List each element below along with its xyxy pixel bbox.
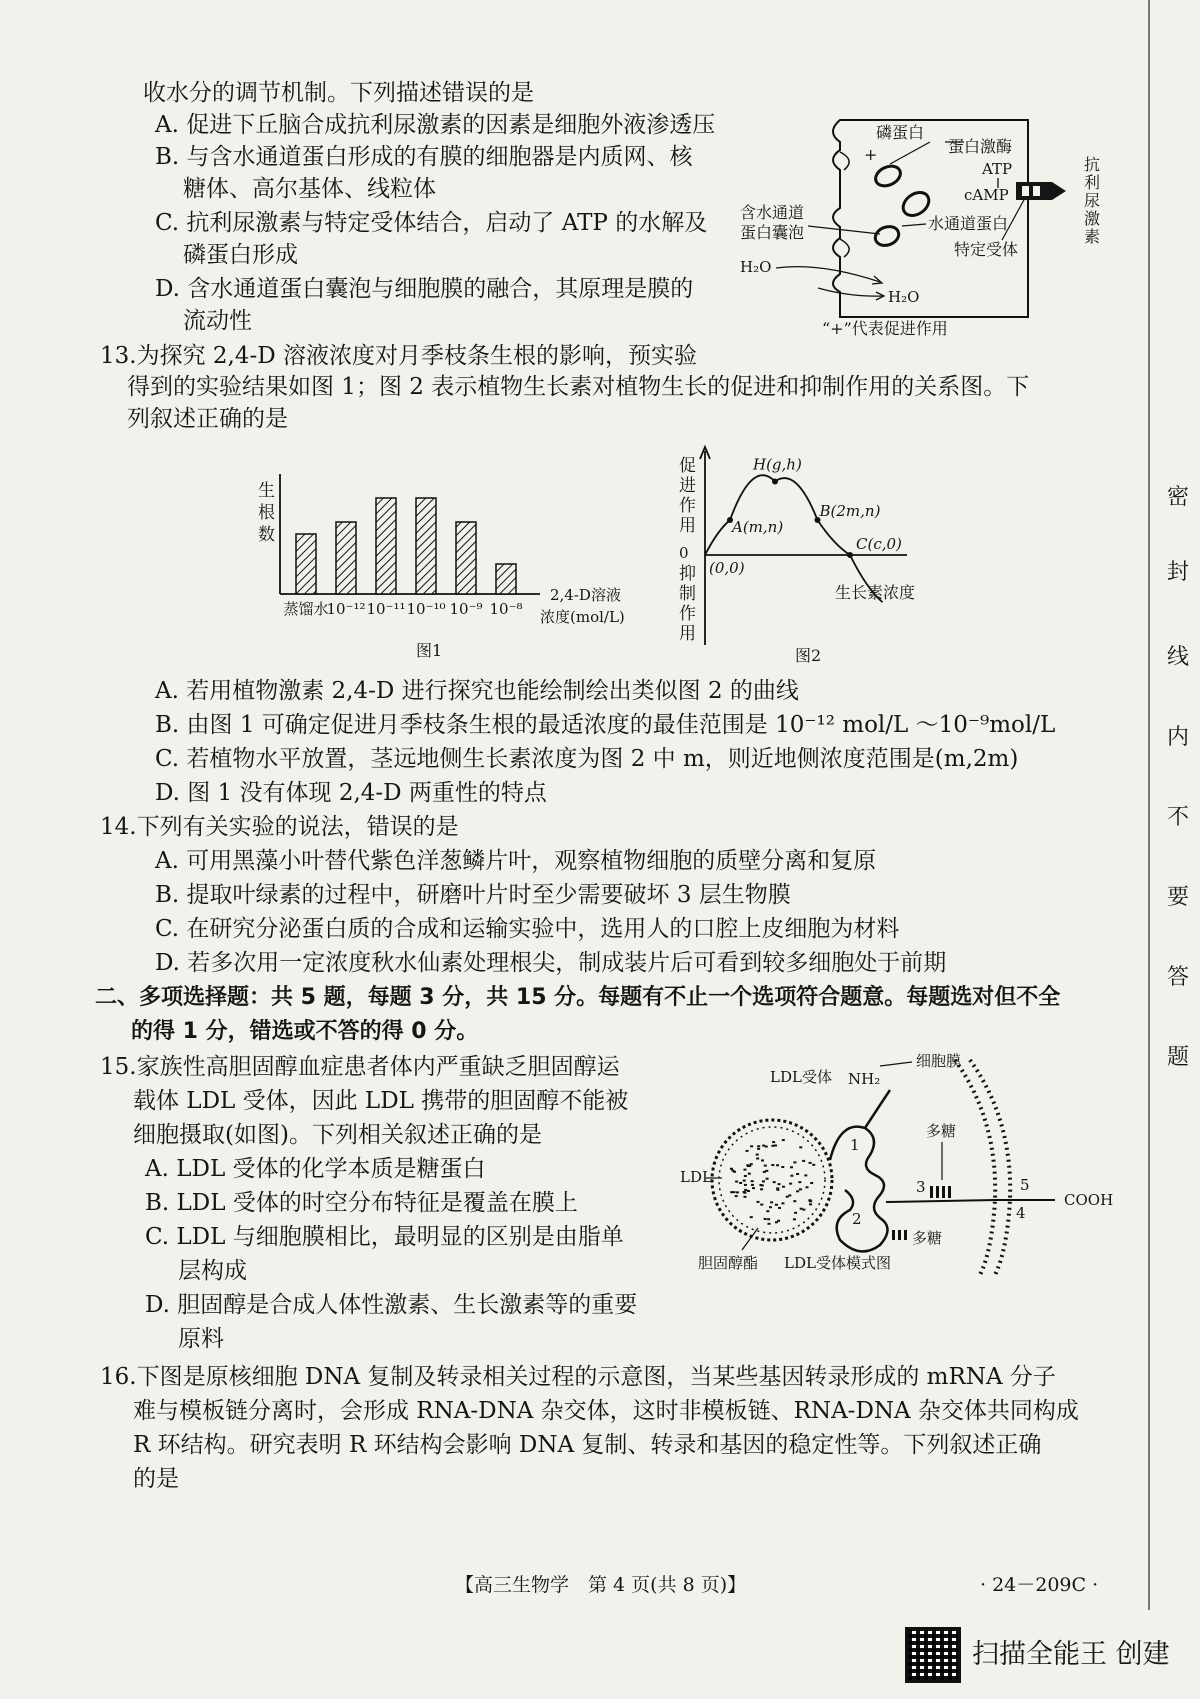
fig1-ylabel-char: 根: [258, 503, 275, 523]
fig1-tick-label: 10⁻¹²: [326, 600, 366, 618]
section2-heading-line2: 的得 1 分，错选或不答的得 0 分。: [131, 1019, 479, 1044]
fig1-ylabel-char: 生: [258, 481, 275, 501]
label-cooh: COOH: [1064, 1191, 1114, 1209]
fig2-point-label: A(m,n): [732, 518, 784, 536]
fig1-ylabel-char: 数: [258, 525, 275, 545]
q12-plus-sign: +: [864, 145, 878, 164]
seal-border: [1148, 0, 1150, 1610]
fig1-bar: [376, 498, 396, 594]
seal-char: 题: [1166, 1045, 1189, 1070]
fig2-point-label: B(2m,n): [819, 502, 881, 520]
fig1-tick-label: 10⁻¹¹: [366, 600, 406, 618]
fig1-tick-label: 10⁻⁹: [449, 600, 483, 618]
q16-stem-line1: 16.下图是原核细胞 DNA 复制及转录相关过程的示意图，当某些基因转录形成的 mRNA 分子: [100, 1364, 1056, 1390]
polysaccharide-1: [930, 1186, 951, 1198]
seal-char: 要: [1166, 885, 1189, 910]
vesicle-3: [873, 223, 902, 248]
vesicle-1: [872, 162, 903, 189]
figure2-line-chart: [675, 445, 960, 670]
ldl-particle-outer: [712, 1120, 832, 1240]
fig2-ylabel-char: 制: [679, 584, 696, 604]
q15-option-d-cont: 原料: [178, 1326, 224, 1352]
q14-stem: 14.下列有关实验的说法，错误的是: [100, 814, 459, 840]
q15-option-b: B. LDL 受体的时空分布特征是覆盖在膜上: [145, 1190, 578, 1216]
q13-option-b: B. 由图 1 可确定促进月季枝条生根的最适浓度的最佳范围是 10⁻¹² mol/L ～10⁻⁹mol/L: [155, 712, 1056, 738]
q12-stem-tail: 收水分的调节机制。下列描述错误的是: [143, 80, 534, 106]
fig1-bar: [496, 564, 516, 594]
svg-text:抗: 抗: [1084, 155, 1101, 174]
q12-option-c-cont: 磷蛋白形成: [183, 242, 298, 268]
q14-option-a: A. 可用黑藻小叶替代紫色洋葱鳞片叶，观察植物细胞的质壁分离和复原: [155, 848, 877, 874]
fig2-point: [847, 552, 853, 558]
label-h2o-out: H₂O: [888, 288, 920, 306]
fig2-point-label: (0,0): [709, 559, 745, 577]
q16-stem-line3: R 环结构。研究表明 R 环结构会影响 DNA 复制、转录和基因的稳定性等。下列叙述正确: [133, 1432, 1042, 1458]
svg-text:利: 利: [1084, 173, 1101, 192]
q12-figure: [740, 112, 1120, 367]
cholesteryl-ester-dots: [730, 1139, 815, 1225]
label-camp: cAMP: [964, 186, 1009, 204]
label-n2: 2: [852, 1210, 862, 1228]
q15-option-d: D. 胆固醇是合成人体性激素、生长激素等的重要: [145, 1292, 638, 1318]
q12-option-a: A. 促进下丘脑合成抗利尿激素的因素是细胞外液渗透压: [155, 112, 716, 138]
fig1-xlabel-line1: 2,4-D溶液: [550, 586, 621, 604]
q12-option-d: D. 含水通道蛋白囊泡与细胞膜的融合，其原理是膜的: [155, 276, 694, 302]
fig2-ylabel-char: 促: [679, 456, 696, 476]
fig1-bar: [296, 534, 316, 594]
fig2-zero-label: 0: [679, 544, 689, 562]
q15-stem-line2: 载体 LDL 受体，因此 LDL 携带的胆固醇不能被: [133, 1088, 629, 1114]
polysaccharide-2: [892, 1230, 907, 1240]
fig2-xlabel: 生长素浓度: [835, 583, 916, 602]
fig2-ylabel-char: 进: [679, 476, 696, 496]
fig1-bar: [336, 522, 356, 594]
q14-option-d: D. 若多次用一定浓度秋水仙素处理根尖，制成装片后可看到较多细胞处于前期: [155, 950, 947, 976]
fig2-ylabel-char: 用: [679, 516, 696, 536]
q13-stem-line3: 列叙述正确的是: [127, 406, 288, 432]
seal-char: 封: [1166, 560, 1189, 585]
figure-caption: LDL受体模式图: [784, 1254, 891, 1272]
label-n4: 4: [1016, 1204, 1026, 1222]
fig2-title: 图2: [795, 646, 822, 665]
fig2-point-label: C(c,0): [856, 535, 902, 553]
fig1-bar: [416, 498, 436, 594]
label-ldl: LDL: [680, 1168, 712, 1186]
q15-option-a: A. LDL 受体的化学本质是糖蛋白: [145, 1156, 486, 1182]
fig1-ylabel: [258, 481, 275, 545]
q12-option-d-cont: 流动性: [183, 308, 252, 334]
seal-char: 线: [1166, 645, 1189, 670]
seal-char: 答: [1166, 965, 1189, 990]
label-cell-membrane: 细胞膜: [916, 1052, 962, 1070]
q15-ldl-receptor-figure: [680, 1050, 1120, 1285]
fig1-tick-label: 10⁻¹⁰: [406, 600, 446, 618]
label-phosphoprotein: 磷蛋白: [876, 123, 925, 142]
fig2-ylabel-bottom: [679, 564, 696, 644]
label-receptor: 特定受体: [954, 240, 1019, 259]
q12-option-b: B. 与含水通道蛋白形成的有膜的细胞器是内质网、核: [155, 144, 693, 170]
label-nh2: NH₂: [848, 1070, 881, 1088]
q12-figure-caption: “+”代表促进作用: [822, 319, 948, 338]
label-cholesteryl-ester: 胆固醇酯: [698, 1254, 759, 1272]
fig2-point-label: H(g,h): [753, 455, 802, 474]
label-n5: 5: [1020, 1176, 1030, 1194]
svg-text:尿: 尿: [1084, 191, 1101, 210]
label-vesicle-line2: 蛋白囊泡: [740, 223, 805, 242]
label-adh: [1084, 155, 1100, 246]
q12-option-c: C. 抗利尿激素与特定受体结合，启动了 ATP 的水解及: [155, 210, 708, 236]
figure1-bar-chart: [258, 470, 658, 665]
fig1-tick-label: 蒸馏水: [283, 600, 329, 618]
label-aquaporin: 水通道蛋白: [928, 214, 1009, 233]
q16-stem-line4: 的是: [133, 1466, 179, 1492]
label-n3: 3: [916, 1178, 926, 1196]
q14-option-c: C. 在研究分泌蛋白质的合成和运输实验中，选用人的口腔上皮细胞为材料: [155, 916, 900, 942]
section2-heading-line1: 二、多项选择题：共 5 题，每题 3 分，共 15 分。每题有不止一个选项符合题意。每题选对但不全: [95, 985, 1061, 1010]
q13-option-c: C. 若植物水平放置，茎远地侧生长素浓度为图 2 中 m，则近地侧浓度范围是(m,2m): [155, 746, 1019, 772]
fig1-title: 图1: [416, 641, 443, 660]
label-n1: 1: [850, 1136, 860, 1154]
q15-stem-line1: 15.家族性高胆固醇血症患者体内严重缺乏胆固醇运: [100, 1054, 620, 1080]
q13-option-d: D. 图 1 没有体现 2,4-D 两重性的特点: [155, 780, 547, 806]
q13-option-a: A. 若用植物激素 2,4-D 进行探究也能绘制绘出类似图 2 的曲线: [155, 678, 799, 704]
fig2-point: [772, 479, 778, 485]
label-protein-kinase: 蛋白激酶: [948, 137, 1013, 156]
q15-option-c: C. LDL 与细胞膜相比，最明显的区别是由脂单: [145, 1224, 624, 1250]
label-h2o-in: H₂O: [740, 258, 772, 276]
footer-page-info: 【高三生物学 第 4 页(共 8 页)】: [455, 1574, 747, 1596]
footer-code: · 24－209C ·: [980, 1574, 1099, 1596]
fig2-ylabel-top: [679, 456, 696, 536]
label-ldl-receptor: LDL受体: [770, 1068, 832, 1086]
label-polysaccharide-1: 多糖: [926, 1122, 957, 1140]
seal-char: 内: [1166, 725, 1189, 750]
q15-stem-line3: 细胞摄取(如图)。下列相关叙述正确的是: [133, 1122, 542, 1148]
watermark-text: 扫描全能王 创建: [972, 1639, 1170, 1670]
fig2-ylabel-char: 用: [679, 624, 696, 644]
seal-char: 密: [1166, 485, 1189, 510]
fig2-ylabel-char: 作: [679, 604, 696, 624]
q13-stem-line1: 13.为探究 2,4-D 溶液浓度对月季枝条生根的影响，预实验: [100, 343, 697, 369]
q15-option-c-cont: 层构成: [178, 1258, 247, 1284]
svg-text:素: 素: [1084, 227, 1101, 246]
fig2-ylabel-char: 作: [679, 496, 696, 516]
qr-code-icon: [905, 1627, 961, 1683]
label-atp: ATP: [982, 160, 1013, 178]
fig1-tick-label: 10⁻⁸: [489, 600, 523, 618]
fig1-bar: [456, 522, 476, 594]
label-polysaccharide-2: 多糖: [912, 1229, 943, 1247]
q16-stem-line2: 难与模板链分离时，会形成 RNA-DNA 杂交体，这时非模板链、RNA-DNA 杂交体共同构成: [133, 1398, 1079, 1424]
svg-text:激: 激: [1084, 209, 1101, 228]
q14-option-b: B. 提取叶绿素的过程中，研磨叶片时至少需要破坏 3 层生物膜: [155, 882, 791, 908]
q13-stem-line2: 得到的实验结果如图 1；图 2 表示植物生长素对植物生长的促进和抑制作用的关系图。下: [127, 374, 1030, 400]
fig2-ylabel-char: 抑: [679, 564, 696, 584]
q12-option-b-cont: 糖体、高尔基体、线粒体: [183, 176, 436, 202]
seal-char: 不: [1166, 805, 1189, 830]
fig1-xlabel-line2: 浓度(mol/L): [540, 608, 625, 626]
label-vesicle-line1: 含水通道: [740, 203, 805, 222]
